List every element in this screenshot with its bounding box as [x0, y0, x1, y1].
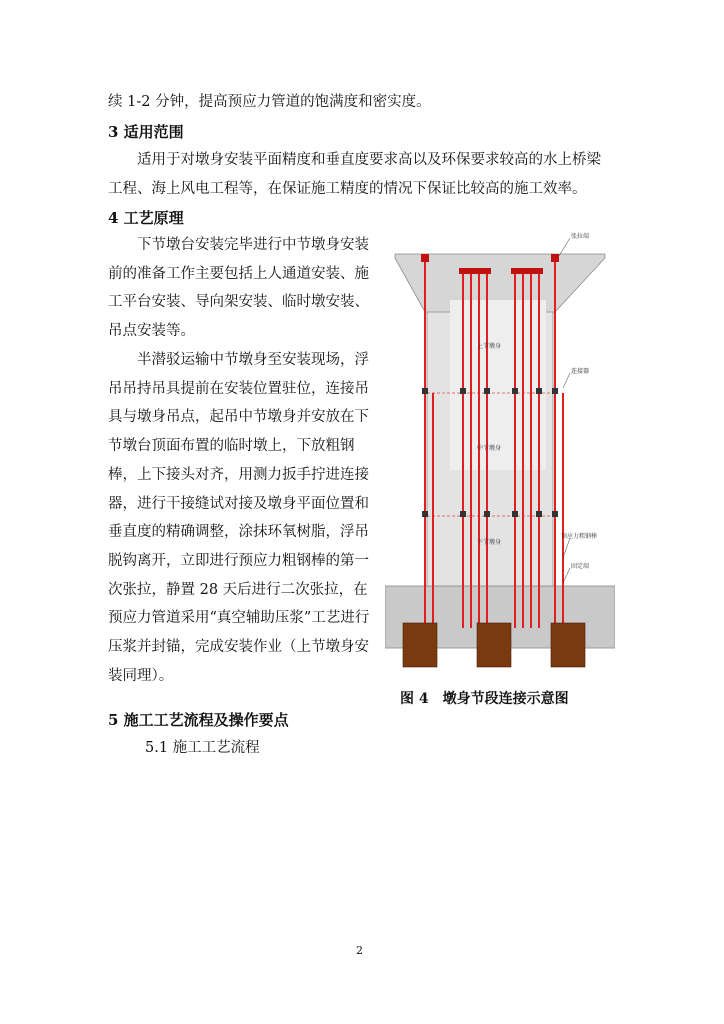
- segment-connection-diagram: [385, 228, 615, 683]
- label-anchor-top: 张拉端: [571, 233, 590, 240]
- piles: [403, 623, 585, 667]
- figure-caption: 图 4 墩身节段连接示意图: [400, 691, 569, 707]
- section-heading-4: 4 工艺原理: [108, 209, 184, 227]
- body-line: 续 1-2 分钟，提高预应力管道的饱满度和密实度。: [108, 94, 431, 110]
- label-upper-segment: 上节墩身: [477, 343, 502, 350]
- page-number: 2: [356, 944, 363, 957]
- subsection-5-1: 5.1 施工工艺流程: [145, 740, 260, 756]
- section-heading-3: 3 适用范围: [108, 123, 184, 141]
- section-heading-5: 5 施工工艺流程及操作要点: [108, 711, 289, 729]
- label-bar: 预应力粗钢棒: [561, 533, 598, 540]
- label-lower-segment: 下节墩身: [477, 539, 502, 546]
- diagram-svg: [385, 228, 615, 683]
- section-4-paragraph-1: 下节墩台安装完毕进行中节墩身安装前的准备工作主要包括上人通道安装、施工平台安装、导向架安装、临时墩安装、吊点安装等。: [108, 237, 369, 340]
- label-middle-segment: 中节墩身: [477, 445, 502, 452]
- label-anchor-bottom: 固定端: [571, 563, 590, 570]
- section-3-line-2: 工程、海上风电工程等，在保证施工精度的情况下保证比较高的施工效率。: [108, 181, 587, 197]
- section-3-line-1: 适用于对墩身安装平面精度和垂直度要求高以及环保要求较高的水上桥梁: [137, 152, 601, 168]
- label-connector: 连接器: [571, 368, 590, 375]
- section-4-paragraph-2: 半潜驳运输中节墩身至安装现场，浮吊吊持吊具提前在安装位置驻位，连接吊具与墩身吊点，起吊中节墩身并安放在下节墩台顶面布置的临时墩上，下放粗钢棒，上下接头对齐，用测力扳手拧进连接器，进行干接缝试对接及墩身平面位置和垂直度的精确调整，涂抹环氧树脂，浮吊脱钩离开，立即进行预应力粗钢棒的第一次张拉，静置 28 天后进行二次张拉，在预应力管道采用“真空辅助压浆”工艺进行压浆并封锚，完成安装作业（上节墩身安装同理）。: [108, 352, 370, 684]
